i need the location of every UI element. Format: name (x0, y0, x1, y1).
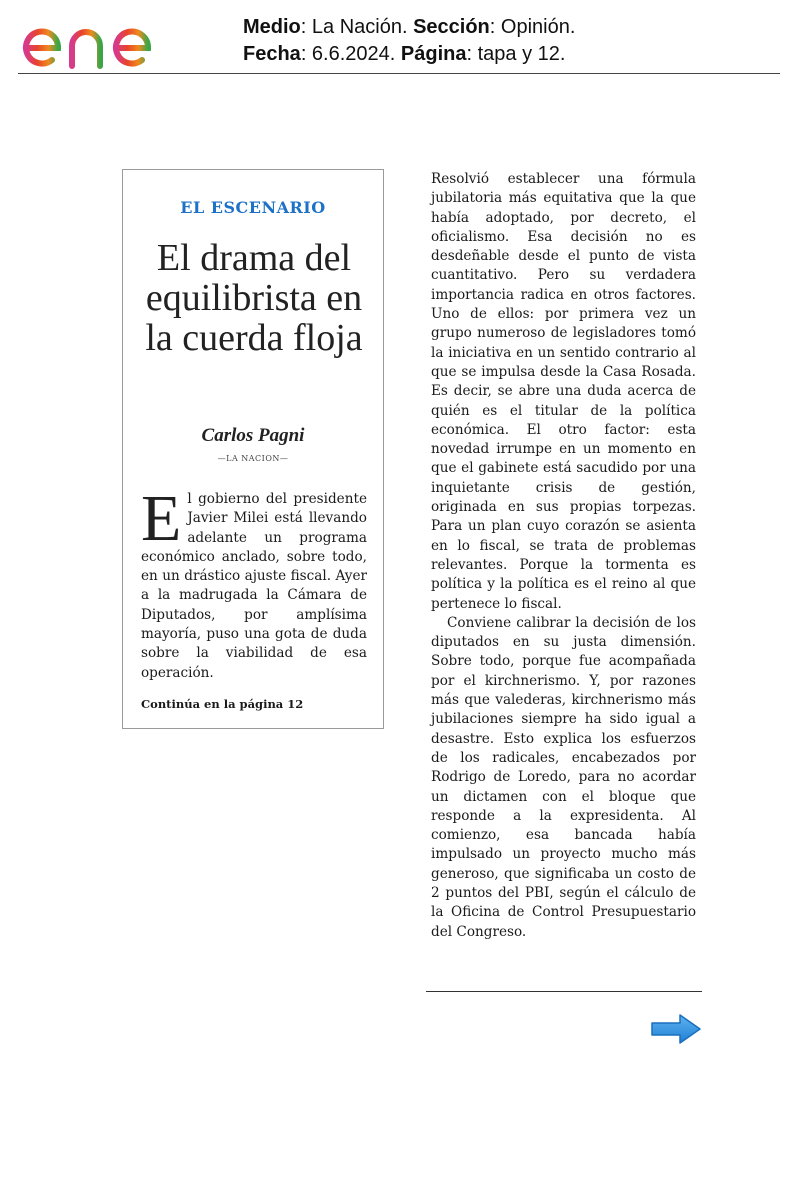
publication-credit: —LA NACION— (217, 454, 289, 463)
lead-text: l gobierno del presidente Javier Milei está llevando adelante un programa económico anclado, sobre todo, en un drástico ajuste fiscal. Ayer a la madrugada la Cámara de Diputados, por amplísima mayoría, puso una gota de duda sobre la viabilidad de esa operación. (141, 491, 367, 681)
body-paragraph: Resolvió establecer una fórmula jubilatoria más equitativa que la que había adoptado, por decreto, el oficialismo. Esa decisión no es desdeñable desde el punto de vista cuantitativo. Pero su verdadera importancia radica en otros factores. Uno de ellos: por primera vez un grupo numeroso de legisladores tomó la iniciativa en un sentido contrario al que se impulsa desde la Casa Rosada. Es decir, se abre una duda acerca de quién es el titular de la política económica. El otro factor: esta novedad irrumpe en un momento en que el gabinete está sacudido por una inquietante crisis de gestión, originada en sus propias torpezas. Para un plan cuyo corazón se asienta en lo fiscal, se trata de problemas relevantes. Porque la tormenta es política y la política es el reino al que pertenece lo fiscal. (431, 171, 696, 612)
meta-medio-label: Medio (243, 16, 301, 38)
meta-seccion-label: Sección (413, 16, 490, 38)
enel-logo (18, 4, 194, 70)
body-paragraph: Conviene calibrar la decisión de los diputados en su justa dimensión. Sobre todo, porque fue acompañada por el kirchnerismo. Y, por razones más que valederas, kirchnerismo más jubilaciones siempre ha sido igual a desastre. Esto explica los esfuerzos de los radicales, encabezados por Rodrigo de Loredo, para no acordar un dictamen con el bloque que responde a la expresidenta. Al comienzo, esa bancada había impulsado un proyecto mucho más generoso, que significaba un costo de 2 puntos del PBI, según el cálculo de la Oficina de Control Presupuestario del Congreso. (431, 614, 696, 940)
author-byline: Carlos Pagni (201, 425, 305, 446)
press-metadata (243, 14, 575, 68)
header-divider (18, 73, 780, 74)
meta-fecha-label: Fecha (243, 43, 301, 65)
drop-cap: E (141, 482, 182, 555)
article-end-divider (426, 991, 702, 992)
meta-medio-value: : La Nación. (300, 16, 414, 38)
meta-pagina-value: : tapa y 12. (466, 43, 566, 65)
lead-paragraph (141, 482, 367, 683)
meta-pagina-label: Página (400, 43, 467, 65)
meta-seccion-value: : Opinión. (489, 16, 576, 38)
meta-fecha-value: : 6.6.2024. (300, 43, 401, 65)
continues-link[interactable]: Continúa en la página 12 (141, 697, 304, 711)
section-tag: EL ESCENARIO (180, 198, 326, 217)
headline: El drama del equilibrista en la cuerda floja (145, 237, 363, 359)
article-teaser-box (122, 169, 384, 729)
arrow-right-icon[interactable] (650, 1013, 702, 1045)
meta-line-1 (243, 14, 575, 41)
meta-line-2 (243, 41, 575, 68)
article-body (431, 170, 696, 942)
